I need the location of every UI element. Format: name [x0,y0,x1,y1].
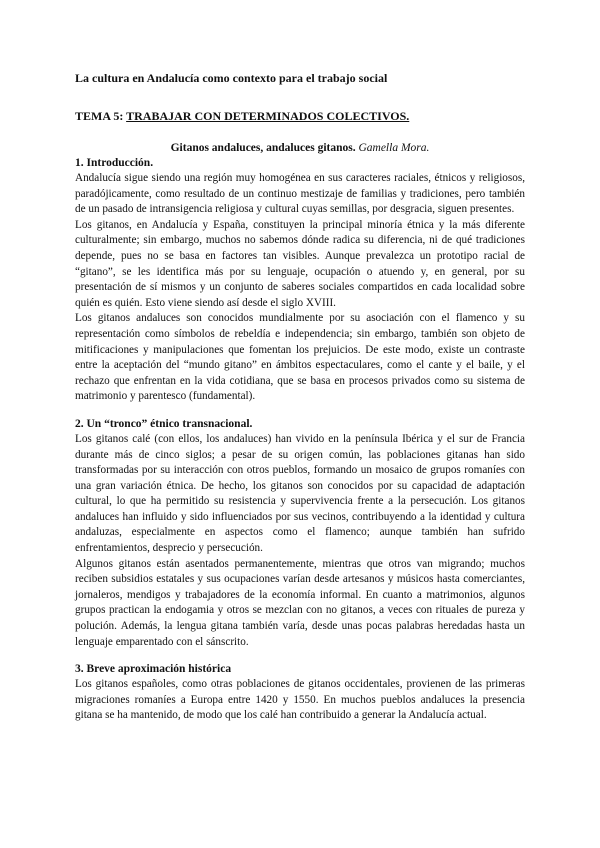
section-introduccion [75,156,525,405]
section-aproximacion-historica [75,662,525,724]
paragraph: Los gitanos españoles, como otras poblaciones de gitanos occidentales, provienen de las primeras migraciones romaníes a Europa entre 1420 y 1550. En muchos pueblos andaluces la presencia gitana se ha mantenido, de modo que los calé han contribuido a generar la Andalucía actual. [75,678,525,722]
paragraph: Andalucía sigue siendo una región muy homogénea en sus caracteres raciales, étnicos y religiosos, paradójicamente, como resultado de un continuo mestizaje de familias y tradiciones, pero también de un pasado de intransigencia religiosa y cultural cuyas semillas, por desgracia, siguen presentes. [75,172,525,216]
paragraph: Los gitanos calé (con ellos, los andaluces) han vivido en la península Ibérica y el sur de Francia durante más de cinco siglos; a pesar de su origen común, las poblaciones gitanas han sido transformadas por su interacción con otros pueblos, formando un mosaico de grupos romaníes con una gran variación étnica. De hecho, los gitanos son conocidos por su capacidad de adaptación cultural, lo que ha permitido su resistencia y supervivencia frente a la persecución. Los gitanos andaluces han influido y sido influenciados por sus vecinos, contribuyendo a la identidad y cultura andaluzas, especialmente en aspectos como el flamenco; aunque también han sufrido enfrentamientos, desprecio y persecución. [75,432,525,555]
author-name: Gamella Mora. [358,142,430,154]
tema-heading [75,108,525,124]
subtitle-text: Gitanos andaluces, andaluces gitanos. [170,142,356,154]
paragraph: Los gitanos andaluces son conocidos mundialmente por su asociación con el flamenco y su representación como símbolos de rebeldía e independencia; sin embargo, también son objeto de mitificaciones y manipulaciones que fomentan los prejuicios. De este modo, existe un contraste entre la aceptación del “mundo gitano” en ámbitos espectaculares, como el cante y el baile, y el rechazo que enfrentan en la vida cotidiana, que se basa en procesos privados como su sistema de matrimonio y parentesco (fundamental). [75,312,525,403]
section-heading: 3. Breve aproximación histórica [75,663,232,676]
paragraph: Los gitanos, en Andalucía y España, constituyen la principal minoría étnica y la más diferente culturalmente; sin embargo, muchos no sabemos dónde radica su diferencia, ni de qué tradiciones depende, pues no se basa en factores tan visibles. Aunque prevalezca un prototipo racial de “gitano”, se les identifica más por su lenguaje, ocupación o atuendo y, en general, por su presentación de sí mismos y un conjunto de saberes sociales compartidos en cada localidad sobre quién es quién. Esto viene siendo así desde el siglo XVIII. [75,218,525,309]
tema-title: TRABAJAR CON DETERMINADOS COLECTIVOS. [126,109,410,123]
section-heading: 1. Introducción. [75,157,154,169]
course-title: La cultura en Andalucía como contexto para el trabajo social [75,71,388,85]
paragraph: Algunos gitanos están asentados permanentemente, mientras que otros van migrando; muchos reciben subsidios estatales y sus ocupaciones varían desde artesanos y músicos hasta comerciantes, jornaleros, mendigos y trabajadores de la economía informal. En cuanto a matrimonios, algunos grupos practican la endogamia y otros se mezclan con no gitanos, a veces con rituales de pureza y polución. Además, la lengua gitana también varía, desde unas pocas palabras heredadas hasta un lenguaje emparentado con el sánscrito. [75,557,525,648]
document-subtitle [75,141,525,156]
tema-prefix: TEMA 5: [75,109,127,123]
document-page [75,70,525,724]
section-tronco-etnico [75,417,525,650]
section-heading: 2. Un “tronco” étnico transnacional. [75,417,253,430]
